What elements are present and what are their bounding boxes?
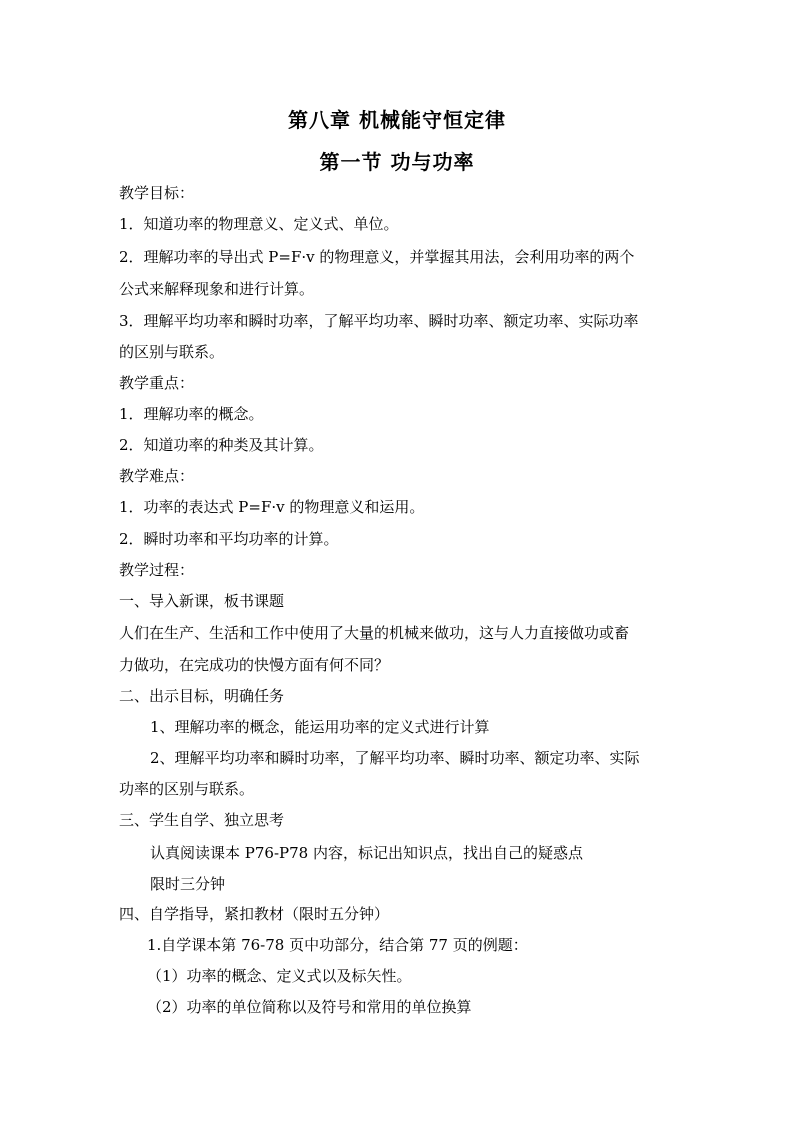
step-2-item-1: 1、理解功率的概念，能运用功率的定义式进行计算 xyxy=(150,718,490,736)
objective-3-cont: 的区别与联系。 xyxy=(119,343,225,361)
step-2-heading: 二、出示目标，明确任务 xyxy=(119,687,285,705)
key-point-2: 2．知道功率的种类及其计算。 xyxy=(119,436,324,454)
difficulty-1: 1．功率的表达式 P=F·v 的物理意义和运用。 xyxy=(119,498,425,516)
heading-objectives: 教学目标： xyxy=(119,184,195,202)
difficulty-2: 2．瞬时功率和平均功率的计算。 xyxy=(119,530,339,548)
step-4-heading: 四、自学指导，紧扣教材（限时五分钟） xyxy=(119,905,390,923)
step-4-sub-1: （1）功率的概念、定义式以及标矢性。 xyxy=(147,967,412,985)
heading-process: 教学过程： xyxy=(119,561,195,579)
step-1-text-cont: 力做功，在完成功的快慢方面有何不同？ xyxy=(119,656,390,674)
step-3-time: 限时三分钟 xyxy=(150,875,226,893)
chapter-title: 第八章 机械能守恒定律 xyxy=(288,108,506,132)
objective-2-cont: 公式来解释现象和进行计算。 xyxy=(119,280,315,298)
objective-3: 3．理解平均功率和瞬时功率，了解平均功率、瞬时功率、额定功率、实际功率 xyxy=(119,312,639,330)
heading-key-points: 教学重点： xyxy=(119,374,195,392)
key-point-1: 1．理解功率的概念。 xyxy=(119,405,264,423)
step-3-text: 认真阅读课本 P76-P78 内容，标记出知识点，找出自己的疑惑点 xyxy=(150,844,583,862)
step-1-heading: 一、导入新课，板书课题 xyxy=(119,592,285,610)
section-title: 第一节 功与功率 xyxy=(319,150,475,174)
step-4-sub-2: （2）功率的单位简称以及符号和常用的单位换算 xyxy=(147,998,472,1016)
step-1-text: 人们在生产、生活和工作中使用了大量的机械来做功，这与人力直接做功或畜 xyxy=(119,624,630,642)
objective-2: 2．理解功率的导出式 P=F·v 的物理意义，并掌握其用法，会利用功率的两个 xyxy=(119,248,635,266)
step-2-item-2: 2、理解平均功率和瞬时功率，了解平均功率、瞬时功率、额定功率、实际 xyxy=(150,749,640,767)
objective-1: 1．知道功率的物理意义、定义式、单位。 xyxy=(119,215,399,233)
step-3-heading: 三、学生自学、独立思考 xyxy=(119,811,285,829)
step-4-item-1: 1.自学课本第 76-78 页中功部分，结合第 77 页的例题： xyxy=(147,936,528,954)
heading-difficulties: 教学难点： xyxy=(119,467,195,485)
step-2-item-2-cont: 功率的区别与联系。 xyxy=(119,780,255,798)
